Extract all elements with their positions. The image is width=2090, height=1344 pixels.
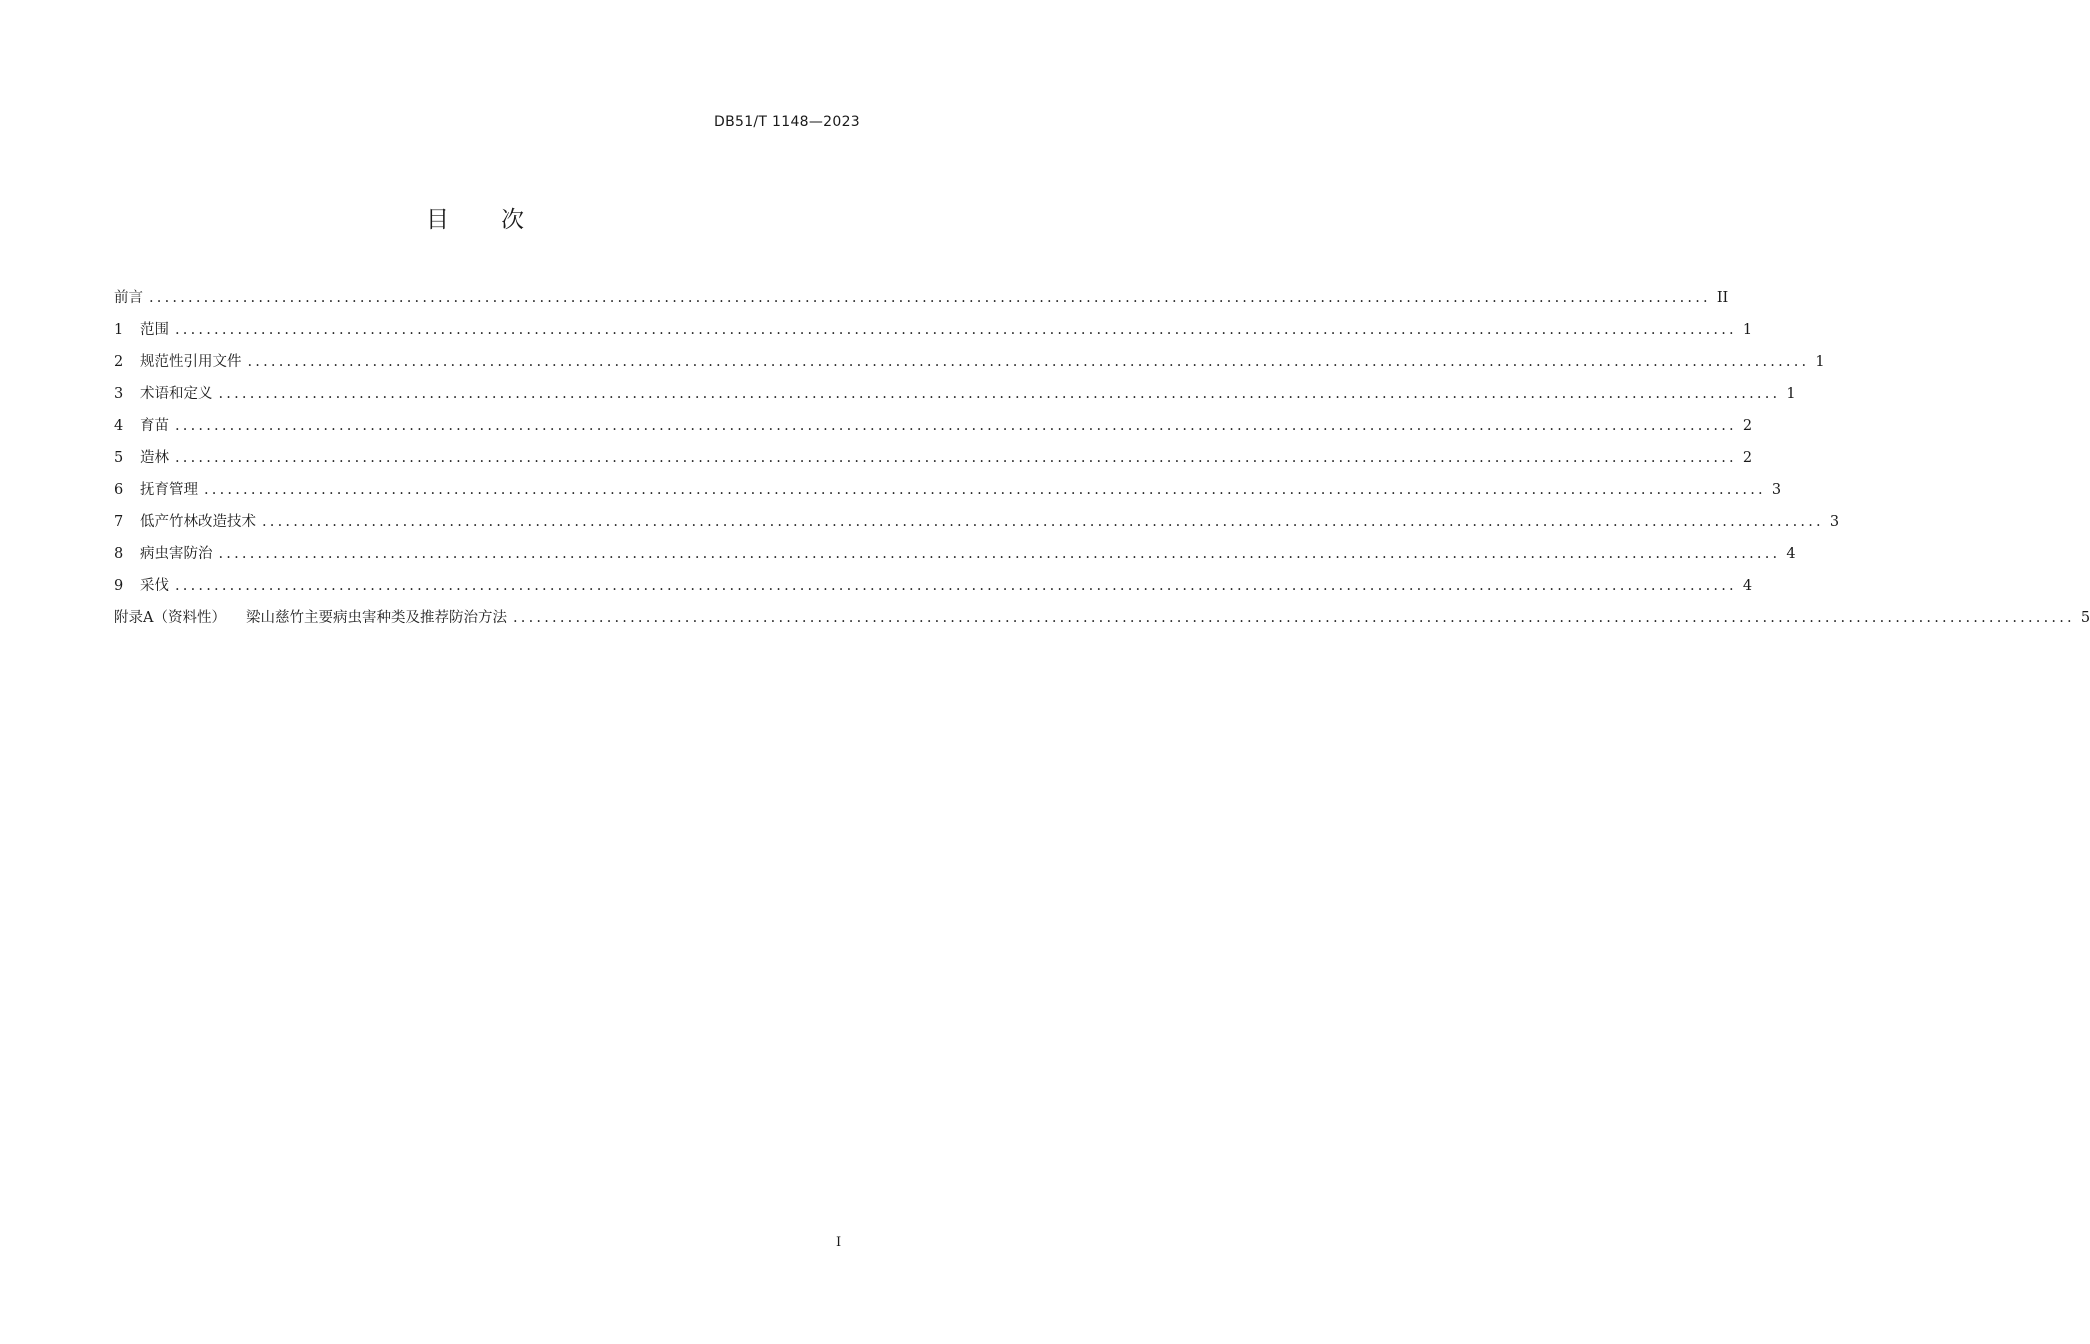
toc-dot-leader: ........................................................................................................................................................................................................ bbox=[175, 450, 1737, 466]
toc-entry-number: 8 bbox=[114, 546, 124, 562]
toc-entry-page: 4 bbox=[1742, 578, 1753, 594]
document-code: DB51/T 1148—2023 bbox=[714, 114, 860, 130]
toc-entry-label: 范围 bbox=[140, 322, 169, 338]
page-number: I bbox=[836, 1235, 842, 1250]
toc-entry-appendix-title: 梁山慈竹主要病虫害种类及推荐防治方法 bbox=[245, 610, 507, 626]
toc-entry-normative-references[interactable] bbox=[114, 350, 1825, 382]
toc-entry-label: 造林 bbox=[140, 450, 169, 466]
toc-entry-scope[interactable] bbox=[114, 318, 1753, 350]
toc-entry-label: 育苗 bbox=[140, 418, 169, 434]
toc-entry-number: 5 bbox=[114, 450, 124, 466]
toc-entry-number: 1 bbox=[114, 322, 124, 338]
toc-dot-leader: ........................................................................................................................................................................................................ bbox=[204, 482, 1766, 498]
toc-dot-leader: ........................................................................................................................................................................................................ bbox=[149, 290, 1711, 306]
toc-entry-page: 1 bbox=[1786, 386, 1796, 402]
toc-dot-leader: ........................................................................................................................................................................................................ bbox=[247, 354, 1810, 370]
toc-dot-leader: ........................................................................................................................................................................................................ bbox=[175, 322, 1737, 338]
toc-entry-page: II bbox=[1716, 290, 1729, 306]
toc-entry-label: 低产竹林改造技术 bbox=[140, 514, 256, 530]
toc-dot-leader: ........................................................................................................................................................................................................ bbox=[262, 514, 1824, 530]
toc-entry-seedling[interactable] bbox=[114, 414, 1753, 446]
toc-dot-leader: ........................................................................................................................................................................................................ bbox=[175, 578, 1737, 594]
toc-entry-page: 3 bbox=[1829, 514, 1840, 530]
toc-entry-page: 1 bbox=[1815, 354, 1825, 370]
toc-entry-number: 6 bbox=[114, 482, 124, 498]
toc-dot-leader: ........................................................................................................................................................................................................ bbox=[512, 610, 2075, 626]
toc-entry-appendix-a[interactable] bbox=[114, 606, 2090, 638]
toc-entry-label: 规范性引用文件 bbox=[140, 354, 242, 370]
toc-entry-page: 3 bbox=[1771, 482, 1782, 498]
toc-entry-label: 采伐 bbox=[140, 578, 169, 594]
toc-entry-harvesting[interactable] bbox=[114, 574, 1753, 606]
toc-entry-label: 附录A（资料性） bbox=[114, 610, 226, 626]
toc-entry-foreword[interactable] bbox=[114, 286, 1729, 318]
toc-entry-number: 9 bbox=[114, 578, 124, 594]
toc-entry-label: 病虫害防治 bbox=[140, 546, 213, 562]
toc-entry-terms-definitions[interactable] bbox=[114, 382, 1796, 414]
toc-entry-number: 3 bbox=[114, 386, 124, 402]
toc-entry-low-yield-improvement[interactable] bbox=[114, 510, 1840, 542]
toc-entry-page: 4 bbox=[1786, 546, 1796, 562]
toc-entry-page: 2 bbox=[1742, 450, 1753, 466]
toc-dot-leader: ........................................................................................................................................................................................................ bbox=[218, 546, 1781, 562]
toc-entry-tending-management[interactable] bbox=[114, 478, 1782, 510]
toc-entry-number: 2 bbox=[114, 354, 124, 370]
toc-dot-leader: ........................................................................................................................................................................................................ bbox=[218, 386, 1781, 402]
toc-entry-page: 5 bbox=[2080, 610, 2090, 626]
toc-entry-afforestation[interactable] bbox=[114, 446, 1753, 478]
toc-entry-number: 4 bbox=[114, 418, 124, 434]
toc-entry-label: 抚育管理 bbox=[140, 482, 198, 498]
toc-dot-leader: ........................................................................................................................................................................................................ bbox=[175, 418, 1737, 434]
toc-entry-label: 术语和定义 bbox=[140, 386, 213, 402]
toc-entry-number: 7 bbox=[114, 514, 124, 530]
toc-title: 目次 bbox=[426, 207, 576, 233]
toc-entry-pest-control[interactable] bbox=[114, 542, 1796, 574]
toc-entry-page: 1 bbox=[1742, 322, 1753, 338]
toc-entry-label: 前言 bbox=[114, 290, 143, 306]
table-of-contents bbox=[114, 286, 2090, 638]
toc-entry-page: 2 bbox=[1742, 418, 1753, 434]
